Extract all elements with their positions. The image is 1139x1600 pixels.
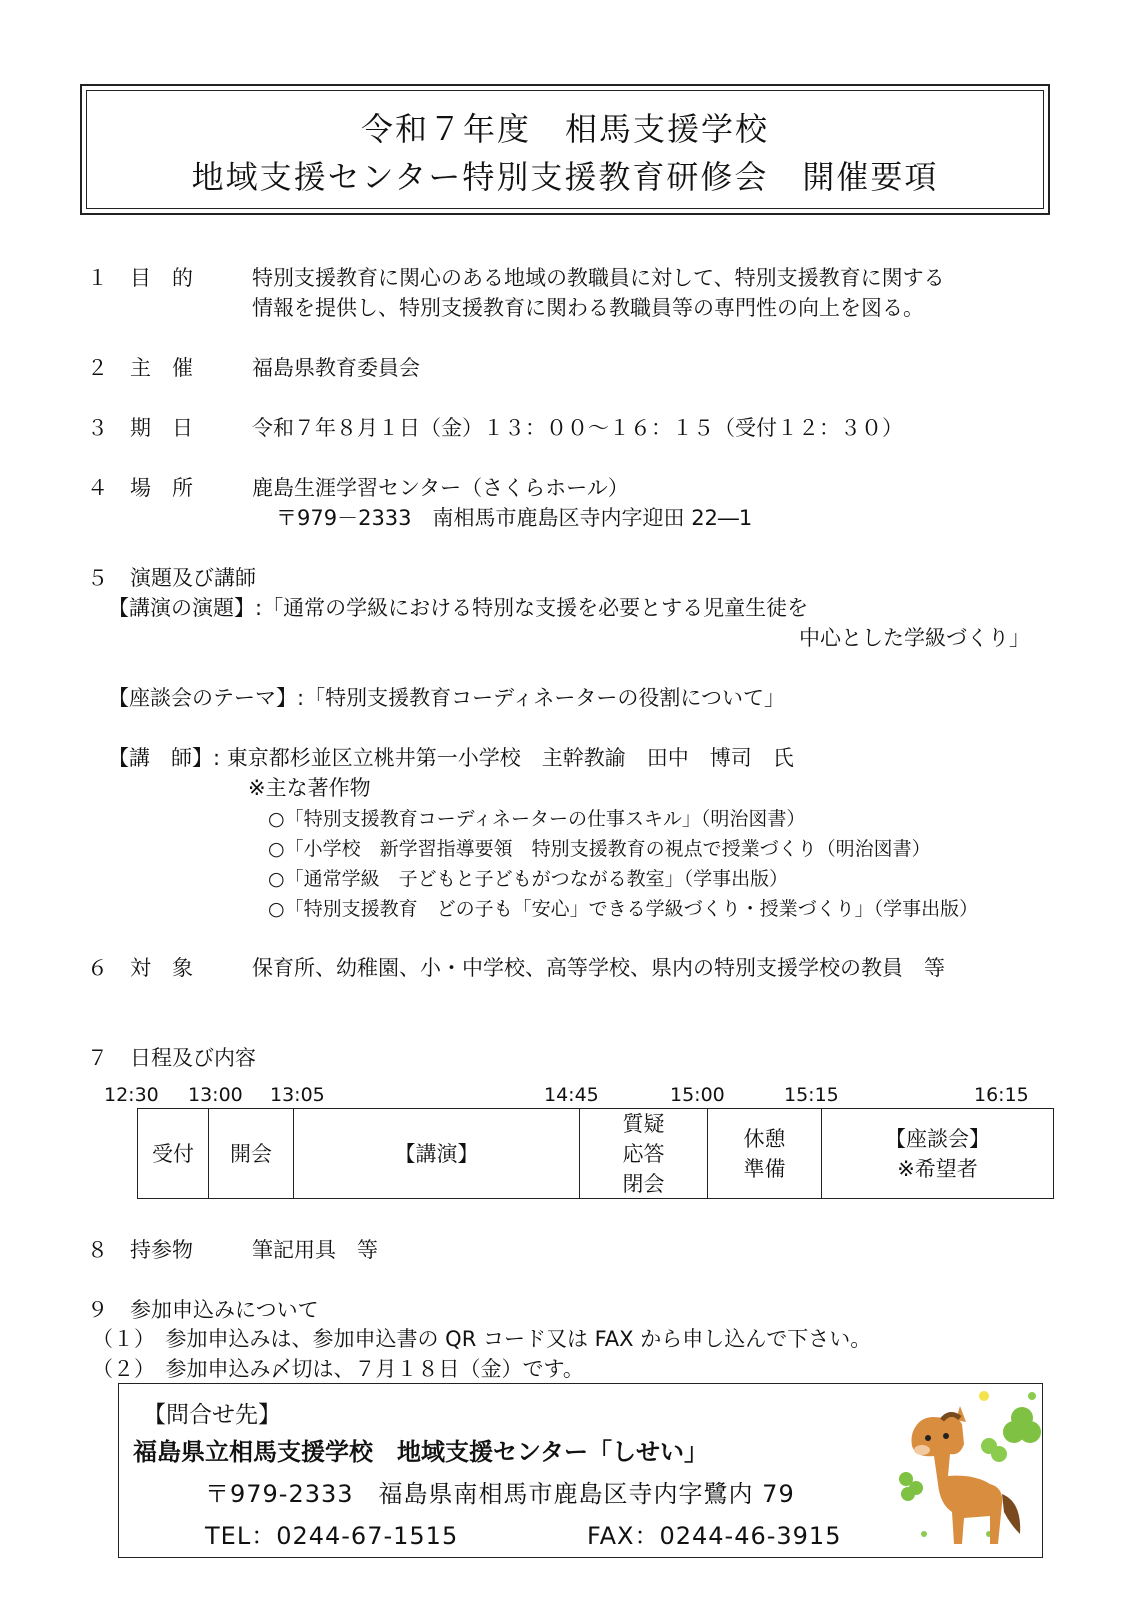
section-number: ７ [87,1046,108,1070]
section-text: 情報を提供し、特別支援教育に関わる教職員等の専門性の向上を図る。 [252,296,924,320]
section-number: ３ [87,416,108,440]
schedule-time: 14:45 [544,1084,599,1106]
schedule-cell-opening [209,1109,294,1198]
contact-box [118,1383,1043,1558]
section-number: ２ [87,356,108,380]
venue-address: 〒979－2333 南相馬市鹿島区寺内字迎田 22―1 [276,506,753,530]
schedule-time: 15:15 [784,1084,839,1106]
cell-line: 受付 [152,1141,194,1166]
application-item: （２） 参加申込み〆切は、７月１８日（金）です。 [92,1357,584,1381]
cell-line: 準備 [743,1156,786,1181]
schedule-table [137,1108,1054,1199]
schedule-cell-reception [138,1109,209,1198]
lecture-title-cont: 中心とした学級づくり」 [799,626,1030,650]
section-label: 演題及び講師 [130,566,256,590]
title-line-1: 令和７年度 相馬支援学校 [360,110,769,148]
schedule-time: 13:05 [270,1084,325,1106]
cell-line: 閉会 [622,1171,665,1196]
schedule-time: 15:00 [670,1084,725,1106]
lecturer: 【講 師】: 東京都杉並区立桃井第一小学校 主幹教諭 田中 博司 氏 [108,746,794,770]
section-label: 場 所 [130,476,193,500]
section-label: 目 的 [130,266,193,290]
schedule-time: 12:30 [104,1084,159,1106]
schedule-time: 13:00 [188,1084,243,1106]
contact-fax: FAX：0244-46-3915 [587,1522,842,1550]
cell-line: 【座談会】 [885,1126,990,1151]
section-text: 令和７年８月１日（金）１３：００～１６：１５（受付１２：３０） [252,416,903,440]
section-label: 持参物 [130,1238,193,1262]
cell-line: 応答 [622,1141,665,1166]
lecture-title: 【講演の演題】:「通常の学級における特別な支援を必要とする児童生徒を [108,596,809,620]
work-item: ○「小学校 新学習指導要領 特別支援教育の視点で授業づくり（明治図書） [268,838,931,860]
section-label: 期 日 [130,416,193,440]
title-line-2: 地域支援センター特別支援教育研修会 開催要項 [191,158,939,196]
work-item: ○「通常学級 子どもと子どもがつながる教室」（学事出版） [268,868,789,890]
section-label: 対 象 [130,956,193,980]
section-text: 特別支援教育に関心のある地域の教職員に対して、特別支援教育に関する [252,266,945,290]
schedule-cell-break [708,1109,822,1198]
cell-line: ※希望者 [897,1156,978,1181]
contact-organization: 福島県立相馬支援学校 地域支援センター「しせい」 [133,1438,709,1466]
section-text: 鹿島生涯学習センター（さくらホール） [252,476,629,500]
contact-address: 〒979-2333 福島県南相馬市鹿島区寺内字鷺内 79 [205,1480,795,1508]
schedule-time: 16:15 [974,1084,1029,1106]
section-label: 主 催 [130,356,193,380]
section-text: 福島県教育委員会 [252,356,420,380]
section-label: 参加申込みについて [130,1298,319,1322]
section-number: ８ [87,1238,108,1262]
contact-tel: TEL：0244-67-1515 [205,1522,459,1550]
discussion-theme: 【座談会のテーマ】:「特別支援教育コーディネーターの役割について」 [108,686,785,710]
section-number: ９ [87,1298,108,1322]
cell-line: 休憩 [743,1126,786,1151]
works-heading: ※主な著作物 [248,776,371,800]
section-number: １ [87,266,108,290]
contact-heading: 【問合せ先】 [143,1402,281,1428]
section-label: 日程及び内容 [130,1046,256,1070]
schedule-cell-qa [580,1109,708,1198]
section-number: ６ [87,956,108,980]
section-text: 筆記用具 等 [252,1238,378,1262]
schedule-cell-lecture [294,1109,580,1198]
horse-body-icon [912,1406,1021,1544]
schedule-cell-discussion [822,1109,1053,1198]
cell-line: 質疑 [622,1111,665,1136]
cell-line: 【講演】 [394,1141,479,1166]
work-item: ○「特別支援教育コーディネーターの仕事スキル」（明治図書） [268,808,806,830]
work-item: ○「特別支援教育 どの子も「安心」できる学級づくり・授業づくり」（学事出版） [268,898,979,920]
application-item: （１） 参加申込みは、参加申込書の QR コード又は FAX から申し込んで下さい。 [92,1327,872,1351]
title-box [80,84,1050,215]
section-text: 保育所、幼稚園、小・中学校、高等学校、県内の特別支援学校の教員 等 [252,956,945,980]
horse-mascot-icon [894,1384,1044,1559]
cell-line: 開会 [230,1141,272,1166]
section-number: ４ [87,476,108,500]
section-number: ５ [87,566,108,590]
